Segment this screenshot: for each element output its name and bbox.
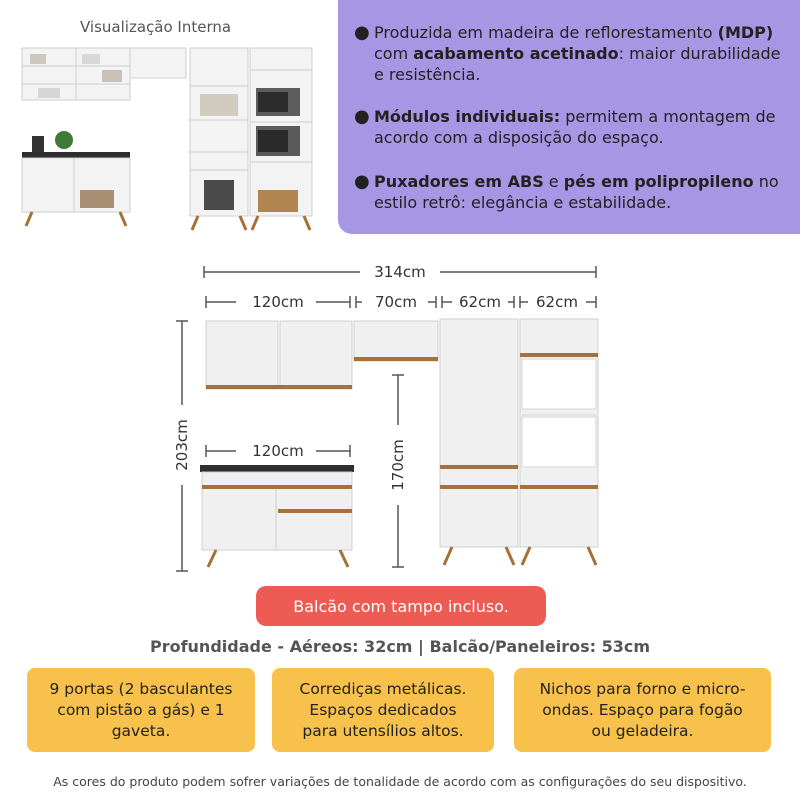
feature-text-run: Módulos individuais: bbox=[374, 107, 561, 126]
feature-text-run: permitem a montagem de acordo com a disposição do espaço. bbox=[374, 107, 776, 147]
bullet-icon: ● bbox=[354, 106, 370, 127]
feature-text-run: com bbox=[374, 44, 414, 63]
dim-height-mid: 170cm bbox=[389, 439, 407, 491]
info-box-niches: Nichos para forno e micro- ondas. Espaço para fogão ou geladeira. bbox=[514, 668, 771, 752]
info-box-doors: 9 portas (2 basculantes com pistão a gás) e 1 gaveta. bbox=[27, 668, 255, 752]
info-box-slides: Corrediças metálicas. Espaços dedicados para utensílios altos. bbox=[272, 668, 494, 752]
feature-1 bbox=[354, 22, 784, 85]
dim-upper-mid: 70cm bbox=[375, 293, 417, 311]
dim-height-total: 203cm bbox=[173, 419, 191, 471]
features-panel bbox=[338, 0, 800, 234]
dim-tower-2: 62cm bbox=[536, 293, 578, 311]
feature-text-run: : maior durabilidade e resistência. bbox=[374, 44, 781, 84]
feature-text-run: no estilo retrô: elegância e estabilidade. bbox=[374, 172, 779, 212]
feature-3 bbox=[354, 171, 784, 213]
bullet-icon: ● bbox=[354, 22, 370, 43]
color-disclaimer: As cores do produto podem sofrer variações de tonalidade de acordo com as configurações do seu dispositivo. bbox=[53, 774, 747, 789]
feature-text-run: Puxadores em ABS bbox=[374, 172, 544, 191]
dim-upper-left: 120cm bbox=[252, 293, 304, 311]
interior-view-title: Visualização Interna bbox=[80, 18, 232, 36]
dimensions-diagram bbox=[0, 245, 800, 585]
dim-tower-1: 62cm bbox=[459, 293, 501, 311]
dim-total-width: 314cm bbox=[374, 263, 426, 281]
bullet-icon: ● bbox=[354, 171, 370, 192]
feature-2 bbox=[354, 106, 784, 148]
depth-info: Profundidade - Aéreos: 32cm | Balcão/Paneleiros: 53cm bbox=[149, 637, 651, 656]
feature-text-run: e bbox=[543, 172, 564, 191]
feature-text-run: pés em polipropileno bbox=[563, 172, 754, 191]
counter-note: Balcão com tampo incluso. bbox=[256, 586, 546, 626]
interior-view-image bbox=[18, 40, 318, 235]
feature-text-run: (MDP) bbox=[717, 23, 774, 42]
feature-text-run: acabamento acetinado bbox=[413, 44, 619, 63]
feature-text-run: Produzida em madeira de reflorestamento bbox=[374, 23, 718, 42]
dim-counter: 120cm bbox=[252, 442, 304, 460]
